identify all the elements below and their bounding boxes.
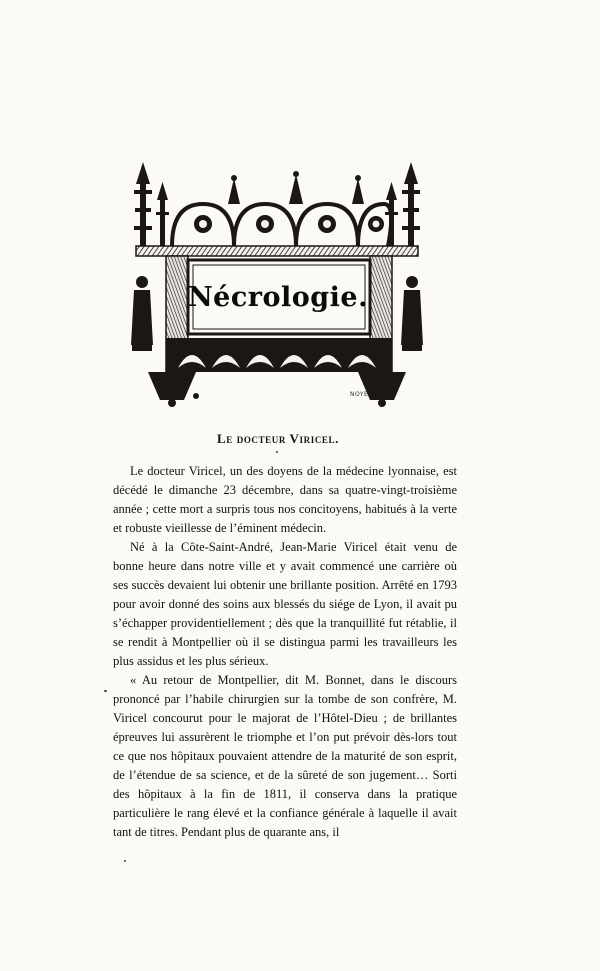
speck — [104, 690, 107, 692]
bottom-foliage-band — [166, 338, 392, 372]
speck — [124, 860, 126, 862]
top-finials — [228, 171, 364, 204]
gothic-ornament-header — [126, 160, 428, 410]
paragraph-1: Le docteur Viricel, un des doyens de la médecine lyonnaise, est décédé le dimanche 23 décembre, dans sa quatre-vingt-troisième année ; cette mort a surpris tous nos concitoyens, habitués à la verte et robuste vieillesse de l’éminent médecin. — [113, 464, 457, 535]
necrologie-title: Nécrologie. — [188, 281, 369, 313]
engraver-signature: NOYE — [350, 391, 369, 398]
paragraph-2: Né à la Côte-Saint-André, Jean-Marie Viricel était venu de bonne heure dans notre ville et y avait commencé une carrière où ses succès devaient lui obtenir une brillante position. Arrêté en 1793 pour avoir donné des soins aux blessés du siége de Lyon, il avait pu s’échapper providentiellement ; dès que la tranquillité fut rétablie, il se rendit à Montpellier où il se distingua parmi les travailleurs les plus assidus et les plus sérieux. — [113, 540, 457, 668]
right-pinnacle — [402, 162, 420, 250]
speck — [276, 451, 278, 453]
bottom-corbels — [148, 372, 406, 407]
left-pinnacle — [134, 162, 152, 250]
paragraph-3: « Au retour de Montpellier, dit M. Bonnet, dans le discours prononcé par l’habile chirurgien sur la tombe de son confrère, M. Viricel concourut pour le majorat de l’Hôtel-Dieu ; de brillantes épreuves lui assurèrent le triomphe et l’on put prévoir dès-lors tout ce que nos hôpitaux pouvaient attendre de la maturité de son esprit, de l’étendue de sa science, et de la sûreté de son jugement… Sorti des hôpitaux à la fin de 1811, il conserva dans la pratique particulière le rang élevé et la confiance générale à laquelle il avait tant de titres. Pendant plus de quarante ans, il — [113, 673, 457, 839]
left-inner-pinnacle — [156, 182, 169, 248]
article-body — [113, 462, 457, 842]
top-beam — [136, 246, 418, 256]
right-statuette — [401, 276, 423, 351]
left-statuette — [131, 276, 153, 351]
article-heading: Le docteur Viricel. — [217, 431, 339, 446]
